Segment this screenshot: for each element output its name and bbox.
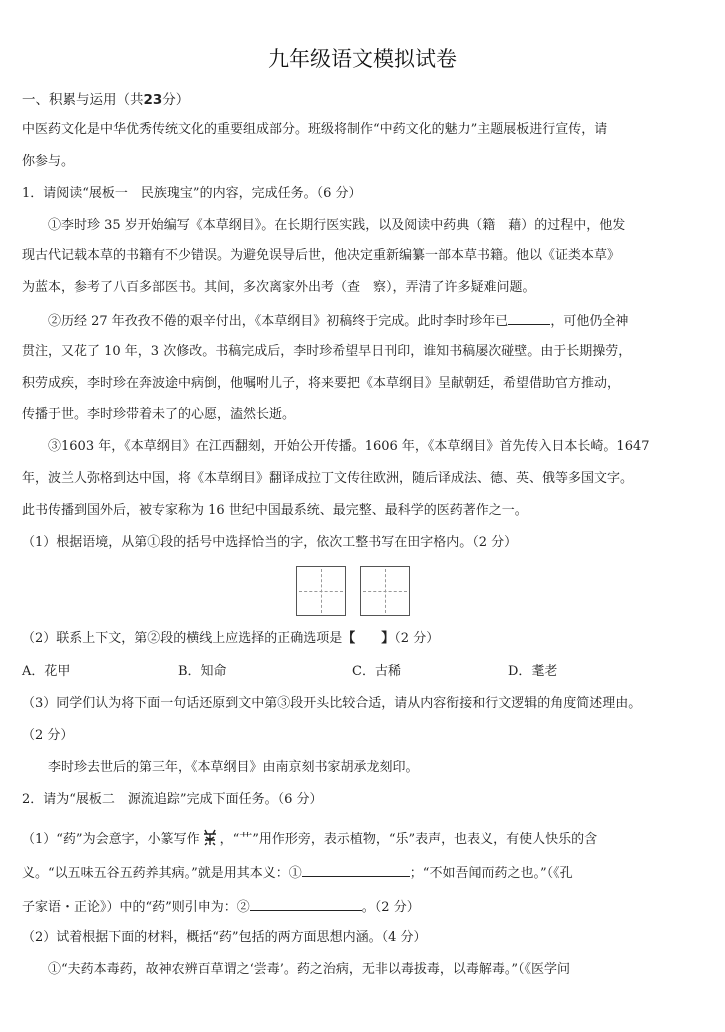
question-1-prompt: 1．请阅读“展板一 民族瑰宝”的内容，完成任务。（6 分） <box>22 186 362 201</box>
passage-p1-line-1: ①李时珍 35 岁开始编写《本草纲目》。在长期行医实践，以及阅读中药典（籍 藉）的过程中，他发 <box>48 218 626 233</box>
tianzige-box-1[interactable] <box>296 566 346 616</box>
passage-p2-line-3: 积劳成疾，李时珍在奔波途中病倒，他嘱咐儿子，将来要把《本草纲目》呈献朝廷，希望借助官方推动， <box>22 376 621 391</box>
sub-question-3-line-2: （2 分） <box>22 728 74 743</box>
option-a[interactable]: A．花甲 <box>22 664 71 679</box>
passage-p3-line-1: ③1603 年，《本草纲目》在江西翻刻，开始公开传播。1606 年，《本草纲目》首先传入日本长崎。1647 <box>48 439 650 454</box>
page-title: 九年级语文模拟试卷 <box>268 47 457 71</box>
seal-script-yao-icon <box>202 828 218 846</box>
age-answer-blank[interactable] <box>508 310 550 325</box>
passage-p3-line-2: 年，波兰人弥格到达中国，将《本草纲目》翻译成拉丁文传往欧洲，随后译成法、德、英、俄等多国文字。 <box>22 471 634 486</box>
section-heading: 一、积累与运用（共23分） <box>22 92 190 108</box>
passage-p3-line-3: 此书传播到国外后，被专家称为 16 世纪中国最系统、最完整、最科学的医药著作之一。 <box>22 503 528 518</box>
passage-p2-line-4: 传播于世。李时珍带着未了的心愿，溘然长逝。 <box>22 407 296 422</box>
sub-question-3-line-1: （3）同学们认为将下面一句话还原到文中第③段开头比较合适，请从内容衔接和行文逻辑的角度简述理由。 <box>22 696 642 711</box>
option-d[interactable]: D．耄老 <box>508 664 558 679</box>
sub-question-2: （2）联系上下文，第②段的横线上应选择的正确选项是【 】（2 分） <box>22 631 440 646</box>
passage-p2-line-1: ②历经 27 年孜孜不倦的艰辛付出，《本草纲目》初稿终于完成。此时李时珍年已 ，可他仍全神 <box>48 310 628 332</box>
sub-question-1: （1）根据语境，从第①段的括号中选择恰当的字，依次工整书写在田字格内。（2 分） <box>22 535 518 550</box>
meaning-blank-1[interactable] <box>302 862 410 877</box>
passage-p1-line-2: 现古代记载本草的书籍有不少错误。为避免误导后世，他决定重新编纂一部本草书籍。他以《证类本草》 <box>22 248 621 263</box>
material-1: ①“夫药本毒药，故神农辨百草谓之‘尝毒’。药之治病，无非以毒拔毒，以毒解毒。”（《医学问 <box>48 962 571 977</box>
q2-sub1-line-2: 义。“以五味五谷五药养其病。”就是用其本义：① ；“不如吾闻而药之也。”（《孔 <box>22 862 573 884</box>
passage-p2-line-2: 贯注，又花了 10 年，3 次修改。书稿完成后，李时珍希望早日刊印，谁知书稿屡次碰壁。由于长期操劳， <box>22 344 632 359</box>
intro-line-1: 中医药文化是中华优秀传统文化的重要组成部分。班级将制作“中药文化的魅力”主题展板进行宣传，请 <box>22 122 608 137</box>
option-b[interactable]: B．知命 <box>178 664 227 679</box>
option-c[interactable]: C．古稀 <box>352 664 401 679</box>
q2-sub1-line-1: （1）“药”为会意字，小篆写作 ，“艹”用作形旁，表示植物，“乐”表声，也表义，有使人快乐的含 <box>22 828 597 850</box>
tianzige-box-2[interactable] <box>360 566 410 616</box>
question-2-prompt: 2．请为“展板二 源流追踪”完成下面任务。（6 分） <box>22 792 323 807</box>
intro-line-2: 你参与。 <box>22 154 75 169</box>
answer-bracket[interactable]: 【 】 <box>342 631 395 646</box>
restore-sentence: 李时珍去世后的第三年，《本草纲目》由南京刻书家胡承龙刻印。 <box>48 760 419 775</box>
meaning-blank-2[interactable] <box>250 896 362 911</box>
q2-sub1-line-3: 子家语・正论》）中的“药”则引申为：② 。（2 分） <box>22 896 420 918</box>
passage-p1-line-3: 为蓝本，参考了八百多部医书。其间，多次离家外出考（查 察），弄清了许多疑难问题。 <box>22 280 536 295</box>
q2-sub2: （2）试着根据下面的材料，概括“药”包括的两方面思想内涵。（4 分） <box>22 930 427 945</box>
